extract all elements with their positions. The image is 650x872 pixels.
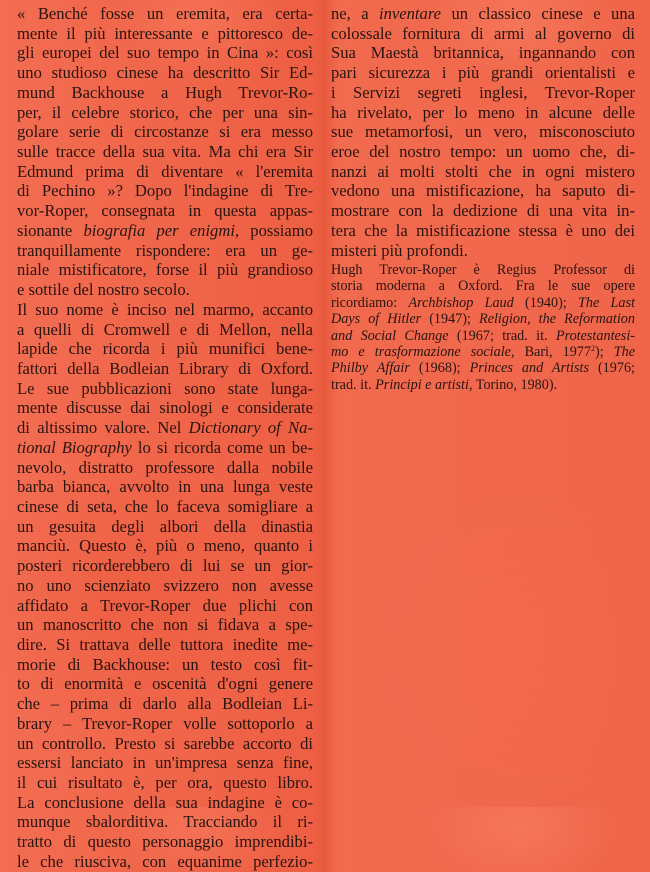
text-run: to di enormità e oscenità d'ogni genere <box>17 674 313 694</box>
text-run: di altissimo valore. Nel <box>17 418 189 438</box>
text-line <box>17 142 313 162</box>
text-run: sue metamorfosi, un vero, misconosciuto <box>331 122 635 142</box>
text-line <box>331 295 635 311</box>
text-line <box>331 377 635 393</box>
text-line <box>17 43 313 63</box>
text-line <box>331 262 635 278</box>
text-line <box>17 773 313 793</box>
text-line <box>17 556 313 576</box>
text-line <box>17 615 313 635</box>
text-line <box>17 339 313 359</box>
text-run: sulle tracce della sua vita. Ma chi era Sir <box>17 142 313 162</box>
italic-title: Protestantesi- <box>555 327 635 344</box>
text-run: no uno scienziato svizzero non avesse <box>17 575 313 595</box>
text-run: ); <box>594 343 614 360</box>
italic-title: Princes and Artists <box>469 360 589 377</box>
italic-title: and Social Change <box>331 327 449 344</box>
text-line <box>17 734 313 754</box>
blurb-right-column <box>331 4 635 260</box>
text-run: lo si ricorda come un be- <box>131 437 313 457</box>
italic-title: Archbishop Laud <box>408 294 514 311</box>
text-run: tranquillamente rispondere: era un ge- <box>17 240 313 260</box>
text-line <box>331 201 635 221</box>
text-line <box>331 221 635 241</box>
text-run: Sua Maestà britannica, ingannando con <box>331 43 635 63</box>
text-line <box>17 181 313 201</box>
text-run: golare serie di circostanze si era messo <box>17 122 313 142</box>
italic-title: The <box>613 343 635 360</box>
italic-title: Principi e artisti <box>375 376 469 393</box>
text-run: (1947); <box>421 311 480 328</box>
italic-title: Religion, the Reformation <box>479 311 635 328</box>
text-line <box>17 812 313 832</box>
text-run: tratto di questo personaggio imprendibi- <box>17 832 313 852</box>
text-run: misteri più profondi. <box>331 240 468 260</box>
text-line <box>331 344 635 360</box>
text-line <box>17 300 313 320</box>
text-run: e sottile del nostro secolo. <box>17 280 190 300</box>
italic-title: biografia per enigmi <box>83 220 235 240</box>
text-line <box>17 517 313 537</box>
edition-superscript: 2 <box>590 343 595 353</box>
italic-title: The Last <box>578 294 635 311</box>
text-run: colossale fornitura di armi al governo di <box>331 23 635 43</box>
text-line <box>331 43 635 63</box>
text-line <box>17 674 313 694</box>
text-line <box>17 83 313 103</box>
text-run: mund Backhouse a Hugh Trevor-Ro- <box>17 82 313 102</box>
text-line <box>17 753 313 773</box>
text-run: le che riusciva, con equanime perfezio- <box>17 851 313 871</box>
text-run: un classico cinese e una <box>441 4 635 23</box>
text-line <box>17 320 313 340</box>
text-line <box>17 596 313 616</box>
text-line <box>17 379 313 399</box>
text-run: Hugh Trevor-Roper è Regius Professor di <box>331 262 635 278</box>
text-run: nanzi ai molti stolti che in ogni mistero <box>331 161 635 181</box>
text-run: barba bianca, avvolto in una lunga veste <box>17 477 313 497</box>
text-line <box>331 83 635 103</box>
text-run: posteri ricorderebbero di lui se un gior- <box>17 556 313 576</box>
text-line <box>17 655 313 675</box>
text-run: (1940); <box>513 294 579 311</box>
author-bio <box>331 262 635 393</box>
text-line <box>331 63 635 83</box>
text-run: mostrare con la dedizione di una vita in- <box>331 201 635 221</box>
text-line <box>331 311 635 327</box>
text-run: niale mistificatore, forse il più grandioso <box>17 260 313 280</box>
text-run: « Benché fosse un eremita, era certa- <box>17 4 313 23</box>
italic-title: Days of Hitler <box>331 311 422 328</box>
text-line <box>17 497 313 517</box>
text-run: un controllo. Presto si sarebbe accorto di <box>17 733 313 753</box>
text-line <box>331 181 635 201</box>
text-line <box>17 576 313 596</box>
text-line <box>17 714 313 734</box>
text-run: eroe del nostro tempo: un uomo che, di- <box>331 142 635 162</box>
text-line <box>17 162 313 182</box>
italic-title: Philby Affair <box>331 360 410 377</box>
text-run: manciù. Questo è, più o meno, quanto i <box>17 536 313 556</box>
text-line <box>331 142 635 162</box>
text-line <box>17 280 313 300</box>
text-line <box>331 103 635 123</box>
text-run: storia moderna a Oxford. Fra le sue opere <box>331 278 635 295</box>
text-line <box>331 4 635 24</box>
text-run: dire. Si trattava delle tuttora inedite me- <box>17 635 313 654</box>
text-run: mente il più interessante e pittoresco de- <box>17 23 313 43</box>
text-run: pari sicurezza i più grandi orientalisti e <box>331 63 635 83</box>
text-line <box>17 122 313 142</box>
text-run: , Torino, 1980). <box>468 376 558 393</box>
text-run: lapide che ricorda i più munifici bene- <box>17 339 313 359</box>
text-run: per, il celebre storico, che per una sin- <box>17 102 313 122</box>
text-run: di Pechino »? Dopo l'indagine di Tre- <box>17 181 313 201</box>
text-line <box>17 103 313 123</box>
blurb-left-column <box>17 4 313 872</box>
text-line <box>331 328 635 344</box>
text-run: fattori della Bodleian Library di Oxford. <box>17 358 313 378</box>
text-run: munque sbalorditiva. Tracciando il ri- <box>17 812 313 832</box>
text-run: tera che la mistificazione stessa è uno dei <box>331 220 635 240</box>
text-run: un gesuita degli albori della dinastia <box>17 516 313 536</box>
text-run: brary – Trevor-Roper volle sottoporlo a <box>17 713 313 733</box>
text-line <box>17 418 313 438</box>
text-line <box>17 260 313 280</box>
text-line <box>17 536 313 556</box>
italic-title: inventare <box>379 4 442 23</box>
text-run: cinese di seta, che lo faceva somigliare a <box>17 496 313 516</box>
text-run: essersi lanciato in un'impresa senza fine, <box>17 753 313 773</box>
text-run: , possiamo <box>234 220 313 240</box>
text-run: vedono una mistificazione, ha saputo di- <box>331 181 635 201</box>
text-line <box>331 122 635 142</box>
text-line <box>17 832 313 852</box>
text-line <box>17 4 313 24</box>
text-run: (1968); <box>409 360 470 377</box>
text-run: mente discusse dai sinologi e considerate <box>17 398 313 418</box>
text-run: i Servizi segreti inglesi, Trevor-Roper <box>331 82 635 102</box>
text-line <box>17 458 313 478</box>
text-line <box>331 162 635 182</box>
text-run: (1967; trad. it. <box>448 327 556 344</box>
italic-title: tional Biography <box>17 437 132 457</box>
text-run: gli europei del suo tempo in Cina »: così <box>17 43 313 63</box>
text-run: Le sue pubblicazioni sono state lunga- <box>17 378 313 398</box>
text-run: ne, a <box>331 4 379 23</box>
text-line <box>17 359 313 379</box>
text-line <box>17 477 313 497</box>
text-run: un manoscritto che non si fidava a spe- <box>17 615 313 635</box>
text-run: uno studioso cinese ha descritto Sir Ed- <box>17 63 313 83</box>
text-line <box>17 635 313 655</box>
text-line <box>17 201 313 221</box>
text-run: il cui risultato è, per ora, questo libro. <box>17 773 313 793</box>
text-run: , Bari, 1977 <box>510 343 591 360</box>
text-line <box>17 24 313 44</box>
text-run: affidato a Trevor-Roper due plichi con <box>17 595 313 615</box>
text-line <box>331 360 635 376</box>
text-run: (1976; <box>588 360 636 377</box>
text-line <box>331 278 635 294</box>
italic-title: mo e trasformazione sociale <box>331 343 511 360</box>
italic-title: Dictionary of Na- <box>188 418 313 438</box>
text-run: a quelli di Cromwell e di Mellon, nella <box>17 319 313 339</box>
text-run: La conclusione della sua indagine è co- <box>17 792 313 812</box>
text-line <box>17 694 313 714</box>
text-run: nevolo, distratto professore dalla nobile <box>17 457 313 477</box>
text-run: sionante <box>17 220 84 240</box>
text-run: ha rivelato, per lo meno in alcune delle <box>331 102 635 122</box>
text-run: Edmund prima di diventare « l'eremita <box>17 161 313 181</box>
text-run: Il suo nome è inciso nel marmo, accanto <box>17 299 313 319</box>
text-line <box>17 398 313 418</box>
text-line <box>331 241 635 261</box>
text-line <box>17 221 313 241</box>
text-line <box>17 241 313 261</box>
text-run: ricordiamo: <box>331 294 409 311</box>
text-run: vor-Roper, consegnata in questa appas- <box>17 201 313 221</box>
text-line <box>17 63 313 83</box>
text-run: trad. it. <box>331 376 376 393</box>
text-line <box>331 24 635 44</box>
text-run: morie di Backhouse: un testo così fit- <box>17 654 313 674</box>
text-line <box>17 793 313 813</box>
text-line <box>17 852 313 872</box>
text-line <box>17 438 313 458</box>
text-run: che – prima di darlo alla Bodleian Li- <box>17 694 313 714</box>
